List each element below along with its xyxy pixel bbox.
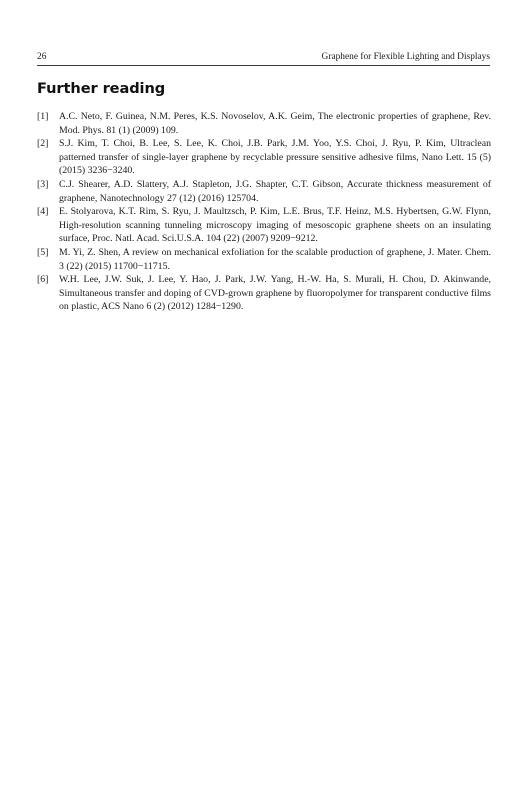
reference-list xyxy=(37,110,491,314)
reference-text: C.J. Shearer, A.D. Slattery, A.J. Stapleton, J.G. Shapter, C.T. Gibson, Accurate thickness measurement of graphene, Nanotechnology 27 (12) (2016) 125704. xyxy=(59,178,491,204)
reference-item xyxy=(37,205,491,246)
reference-number: [5] xyxy=(37,246,49,258)
page-number: 26 xyxy=(37,52,47,62)
running-head xyxy=(37,50,490,64)
reference-number: [3] xyxy=(37,178,49,190)
reference-text: W.H. Lee, J.W. Suk, J. Lee, Y. Hao, J. Park, J.W. Yang, H.-W. Ha, S. Murali, H. Chou, D. Akinwande, Simultaneous transfer and doping of CVD-grown graphene by fluoropolymer for transparent conductive films on plastic, ACS Nano 6 (2) (2012) 1284−1290. xyxy=(59,274,491,313)
reference-text: E. Stolyarova, K.T. Rim, S. Ryu, J. Maultzsch, P. Kim, L.E. Brus, T.F. Heinz, M.S. Hybertsen, G.W. Flynn, High-resolution scanning tunneling microscopy imaging of mesoscopic graphene sheets on an insulating surface, Proc. Natl. Acad. Sci.U.S.A. 104 (22) (2007) 9209−9212. xyxy=(59,206,491,245)
reference-item xyxy=(37,178,491,205)
running-head-title: Graphene for Flexible Lighting and Displays xyxy=(321,52,490,62)
reference-item xyxy=(37,246,491,273)
reference-text: S.J. Kim, T. Choi, B. Lee, S. Lee, K. Choi, J.B. Park, J.M. Yoo, Y.S. Choi, J. Ryu, P. Kim, Ultraclean patterned transfer of single-layer graphene by recyclable pressure sensitive adhesive films, Nano Lett. 15 (5) (2015) 3236−3240. xyxy=(59,138,491,177)
reference-number: [2] xyxy=(37,138,49,150)
reference-item xyxy=(37,110,491,137)
reference-text: M. Yi, Z. Shen, A review on mechanical exfoliation for the scalable production of graphene, J. Mater. Chem. 3 (22) (2015) 11700−11715. xyxy=(59,246,491,272)
reference-number: [4] xyxy=(37,206,49,218)
reference-item xyxy=(37,273,491,314)
section-heading: Further reading xyxy=(37,80,166,97)
header-divider xyxy=(37,65,490,66)
reference-number: [6] xyxy=(37,274,49,286)
reference-text: A.C. Neto, F. Guinea, N.M. Peres, K.S. Novoselov, A.K. Geim, The electronic properties of graphene, Rev. Mod. Phys. 81 (1) (2009) 109. xyxy=(59,111,491,136)
reference-item xyxy=(37,137,491,178)
reference-number: [1] xyxy=(37,111,49,122)
